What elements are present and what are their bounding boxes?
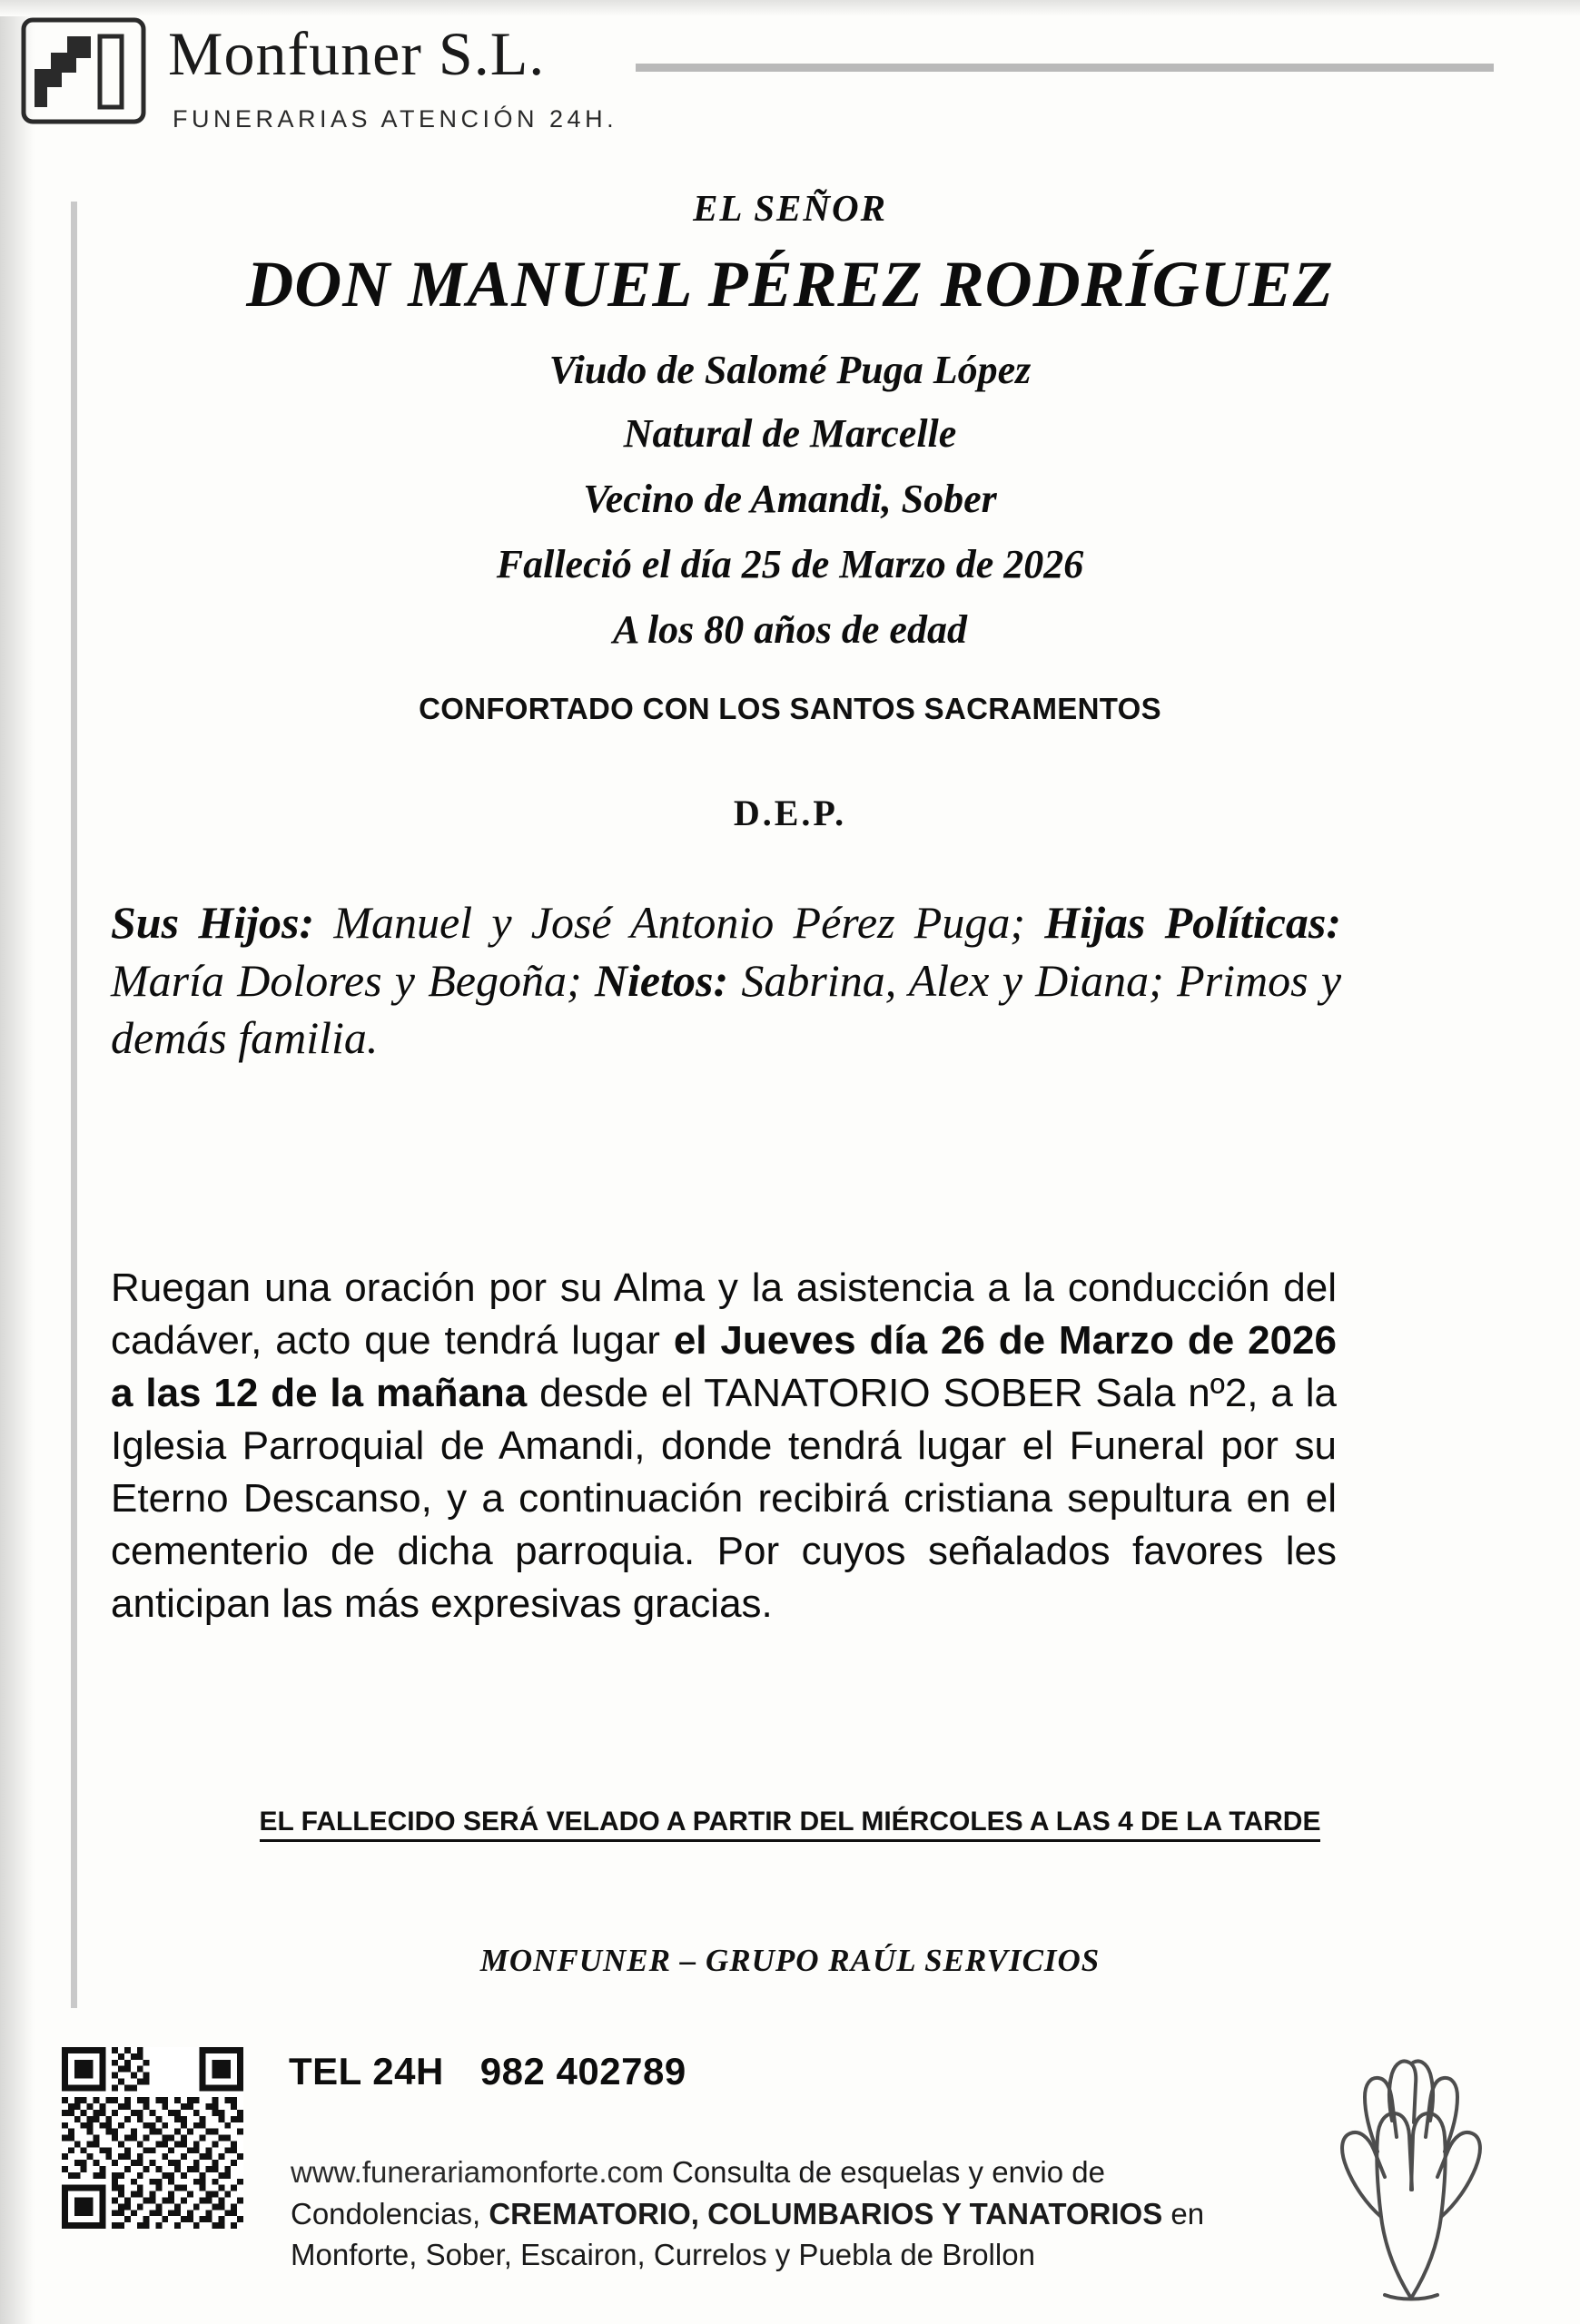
footer-text-2: en Monforte, Sober, Escairon, Currelos y Puebla de Brollon: [291, 2196, 1205, 2272]
group-line: MONFUNER – GRUPO RAÚL SERVICIOS: [479, 1943, 1101, 1978]
origin-line: Natural de Marcelle: [623, 411, 957, 456]
widower-line: Viudo de Salomé Puga López: [548, 348, 1032, 392]
sacraments-line: CONFORTADO CON LOS SANTOS SACRAMENTOS: [419, 692, 1161, 725]
wake-notice-text: EL FALLECIDO SERÁ VELADO A PARTIR DEL MIÉRCOLES A LAS 4 DE LA TARDE: [260, 1807, 1321, 1842]
family-block: [111, 894, 1341, 1068]
service-text-part1: Ruegan una oración por su Alma y la asistencia a la conducción del cadáver, acto que tendrá lugar: [111, 1265, 1337, 1364]
residence-line: Vecino de Amandi, Sober: [583, 477, 997, 521]
header-rule: [636, 64, 1494, 72]
left-margin-rule: [71, 202, 77, 2008]
website-link[interactable]: www.funerariamonforte.com: [291, 2155, 664, 2189]
age-line: A los 80 años de edad: [613, 607, 967, 652]
wake-notice: [0, 1807, 1580, 1837]
service-text-part2: desde el TANATORIO SOBER Sala nº2, a la Iglesia Parroquial de Amandi, donde tendrá lugar el Funeral por su Eterno Descanso, y a continuación recibirá cristiana sepultura en el cementerio de dicha parroquia. Por cuyos señalados favores les anticipan las más expresivas gracias.: [111, 1371, 1337, 1627]
sons-label: Sus Hijos:: [111, 897, 315, 948]
brand-tagline: FUNERARIAS ATENCIÓN 24H.: [173, 105, 618, 133]
footer-text-1: Consulta de esquelas y envio de Condolencias,: [291, 2155, 1105, 2230]
honorific: EL SEÑOR: [693, 187, 887, 229]
daughters-in-law-label: Hijas Políticas:: [1044, 897, 1342, 948]
service-datetime-highlight: el Jueves día 26 de Marzo de 2026 a las 12 de la mañana: [111, 1318, 1337, 1416]
praying-hands-icon: [1276, 2035, 1539, 2308]
footer-services: CREMATORIO, COLUMBARIOS Y TANATORIOS: [489, 2196, 1163, 2230]
document-header: [0, 0, 1580, 168]
sons-names: Manuel y José Antonio Pérez Puga;: [333, 897, 1025, 948]
phone-line: [289, 2050, 686, 2093]
death-date-line: Falleció el día 25 de Marzo de 2026: [496, 542, 1084, 586]
footer-info: [291, 2152, 1235, 2276]
phone-label: TEL 24H: [289, 2050, 444, 2093]
deceased-name: DON MANUEL PÉREZ RODRÍGUEZ: [246, 248, 1334, 320]
dep-line: D.E.P.: [733, 793, 847, 833]
monfuner-emblem-icon: [20, 16, 147, 130]
brand-name: Monfuner S.L.: [168, 19, 546, 88]
daughters-in-law-names: María Dolores y Begoña;: [111, 954, 582, 1006]
grandchildren-label: Nietos:: [594, 954, 729, 1006]
phone-number[interactable]: 982 402789: [479, 2050, 686, 2093]
grandchildren-names: Sabrina, Alex y Diana; Primos y demás familia.: [111, 954, 1342, 1063]
qr-code-icon[interactable]: [62, 2047, 243, 2229]
service-details-paragraph: [111, 1262, 1337, 1631]
